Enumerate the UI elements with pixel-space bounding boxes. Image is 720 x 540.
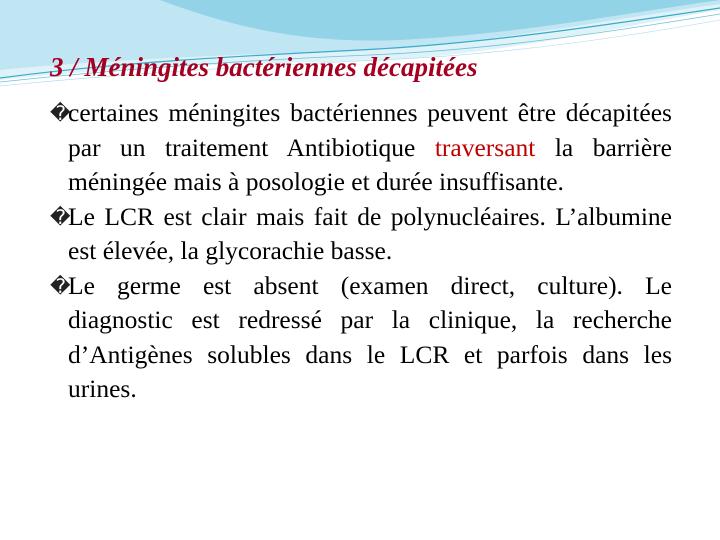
bullet-icon: � bbox=[50, 273, 71, 298]
slide-title: 3 / Méningites bactériennes décapitées bbox=[50, 52, 478, 82]
paragraph-2-text: Le LCR est clair mais fait de polynucléaires. L’albumine est élevée, la glycorachie basse. bbox=[68, 201, 672, 265]
paragraph-1-text-end: la barrière méningée mais à posologie et durée insuffisante. bbox=[68, 132, 672, 196]
bullet-paragraph-3 bbox=[50, 269, 672, 407]
decorative-wave-header bbox=[0, 0, 720, 100]
bullet-paragraph-1 bbox=[50, 96, 672, 200]
bullet-icon: � bbox=[50, 101, 71, 125]
slide-body bbox=[50, 96, 672, 407]
highlighted-word: traversant bbox=[434, 132, 536, 162]
paragraph-1-text-start: certaines méningites bactériennes peuvent être décapitées par un traitement Antibiotique bbox=[68, 98, 672, 162]
paragraph-3-text: Le germe est absent (examen direct, culture). Le diagnostic est redressé par la clinique, la recherche d’Antigènes solubles dans le LCR et parfois dans les urines. bbox=[68, 270, 672, 403]
bullet-icon: � bbox=[50, 204, 71, 229]
bullet-paragraph-2 bbox=[50, 200, 672, 269]
